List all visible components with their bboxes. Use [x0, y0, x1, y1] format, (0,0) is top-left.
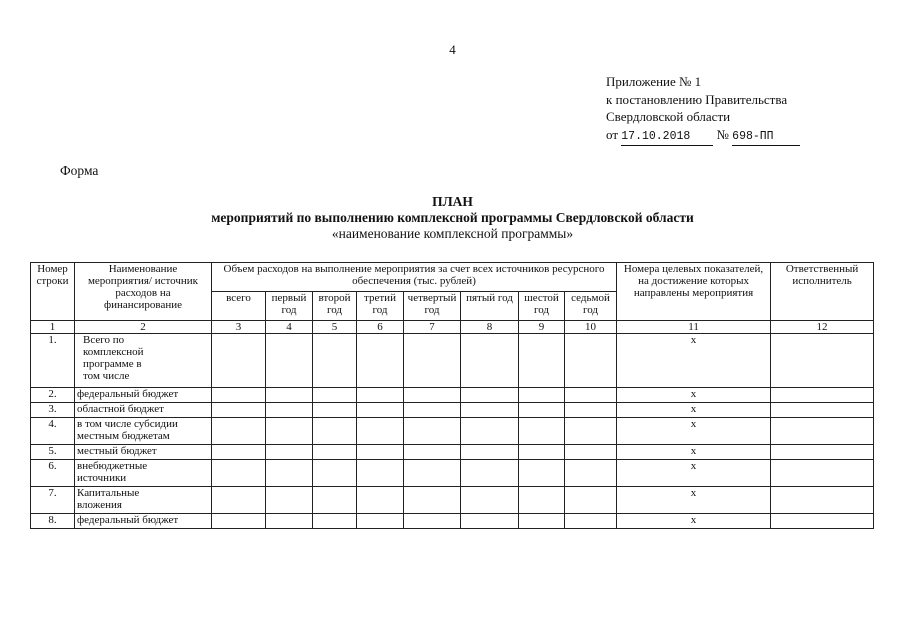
row-number: 7. — [31, 487, 75, 514]
cell-year-6 — [519, 514, 565, 529]
cell-year-1 — [266, 487, 313, 514]
row-number: 2. — [31, 388, 75, 403]
row-target-mark: x — [617, 514, 771, 529]
cell-total — [212, 334, 266, 388]
cell-year-1 — [266, 418, 313, 445]
row-name: федеральный бюджет — [75, 514, 212, 529]
row-number: 8. — [31, 514, 75, 529]
header-year-2: второй год — [313, 292, 357, 321]
page-number: 4 — [449, 42, 456, 57]
cell-year-5 — [461, 418, 519, 445]
cell-total — [212, 514, 266, 529]
row-name: в том числе субсидии местным бюджетам — [75, 418, 212, 445]
header-targets: Номера целевых показателей, на достижение которых направлены мероприятия — [617, 263, 771, 321]
cell-executor — [771, 403, 874, 418]
cell-year-3 — [357, 388, 404, 403]
forma-label: Форма — [60, 163, 99, 178]
title-subtitle: мероприятий по выполнению комплексной программы Свердловской области — [211, 210, 694, 225]
cell-year-7 — [565, 403, 617, 418]
cell-executor — [771, 388, 874, 403]
cell-year-5 — [461, 388, 519, 403]
cell-year-1 — [266, 388, 313, 403]
document-title — [0, 194, 905, 242]
cell-executor — [771, 514, 874, 529]
row-number: 1. — [31, 334, 75, 388]
cell-year-7 — [565, 334, 617, 388]
cell-executor — [771, 334, 874, 388]
column-number: 6 — [357, 321, 404, 334]
appendix-number: 698-ПП — [732, 128, 800, 147]
cell-year-7 — [565, 514, 617, 529]
header-executor: Ответственный исполнитель — [771, 263, 874, 321]
header-year-5: пятый год — [461, 292, 519, 321]
cell-year-6 — [519, 460, 565, 487]
table-row — [31, 334, 874, 388]
column-number: 2 — [75, 321, 212, 334]
column-number: 5 — [313, 321, 357, 334]
cell-total — [212, 403, 266, 418]
cell-year-2 — [313, 514, 357, 529]
cell-year-2 — [313, 487, 357, 514]
cell-year-4 — [404, 460, 461, 487]
cell-year-4 — [404, 487, 461, 514]
cell-year-3 — [357, 514, 404, 529]
table-row — [31, 487, 874, 514]
cell-year-4 — [404, 514, 461, 529]
row-name: внебюджетные источники — [75, 460, 212, 487]
row-target-mark: x — [617, 460, 771, 487]
cell-year-6 — [519, 445, 565, 460]
table-row — [31, 445, 874, 460]
cell-executor — [771, 445, 874, 460]
cell-year-1 — [266, 403, 313, 418]
header-total: всего — [212, 292, 266, 321]
cell-year-2 — [313, 418, 357, 445]
cell-total — [212, 388, 266, 403]
row-name: федеральный бюджет — [75, 388, 212, 403]
column-number: 3 — [212, 321, 266, 334]
column-number: 10 — [565, 321, 617, 334]
title-main: ПЛАН — [432, 194, 473, 209]
column-number: 8 — [461, 321, 519, 334]
cell-year-3 — [357, 460, 404, 487]
cell-year-1 — [266, 334, 313, 388]
cell-total — [212, 487, 266, 514]
cell-year-4 — [404, 403, 461, 418]
row-target-mark: x — [617, 403, 771, 418]
appendix-number-sign: № — [716, 126, 729, 142]
appendix-line-4 — [606, 126, 800, 147]
column-number-row — [31, 321, 874, 334]
cell-year-4 — [404, 334, 461, 388]
cell-total — [212, 460, 266, 487]
cell-year-2 — [313, 388, 357, 403]
cell-year-2 — [313, 334, 357, 388]
row-number: 5. — [31, 445, 75, 460]
row-target-mark: x — [617, 334, 771, 388]
cell-year-7 — [565, 445, 617, 460]
table-row — [31, 460, 874, 487]
appendix-line-3: Свердловской области — [606, 109, 731, 124]
header-year-1: первый год — [266, 292, 313, 321]
row-number: 4. — [31, 418, 75, 445]
row-target-mark: x — [617, 418, 771, 445]
cell-total — [212, 445, 266, 460]
table-row — [31, 418, 874, 445]
cell-year-5 — [461, 514, 519, 529]
appendix-line-2: к постановлению Правительства — [606, 91, 788, 107]
header-row-1 — [31, 263, 874, 292]
cell-year-7 — [565, 388, 617, 403]
appendix-line-1: Приложение № 1 — [606, 74, 702, 89]
row-target-mark: x — [617, 388, 771, 403]
column-number: 4 — [266, 321, 313, 334]
cell-year-2 — [313, 460, 357, 487]
header-name: Наименование мероприятия/ источник расходов на финансирование — [75, 263, 212, 321]
row-number: 3. — [31, 403, 75, 418]
row-name: областной бюджет — [75, 403, 212, 418]
cell-year-6 — [519, 487, 565, 514]
cell-executor — [771, 460, 874, 487]
row-target-mark: x — [617, 487, 771, 514]
cell-year-7 — [565, 487, 617, 514]
cell-year-5 — [461, 487, 519, 514]
row-number: 6. — [31, 460, 75, 487]
table-row — [31, 388, 874, 403]
cell-year-6 — [519, 418, 565, 445]
cell-year-5 — [461, 445, 519, 460]
cell-executor — [771, 487, 874, 514]
cell-year-6 — [519, 403, 565, 418]
cell-year-2 — [313, 445, 357, 460]
header-year-7: седьмой год — [565, 292, 617, 321]
column-number: 1 — [31, 321, 75, 334]
cell-year-5 — [461, 403, 519, 418]
cell-year-5 — [461, 334, 519, 388]
row-name: Капитальные вложения — [75, 487, 212, 514]
table-row — [31, 403, 874, 418]
cell-year-6 — [519, 334, 565, 388]
header-row-number: Номер строки — [31, 263, 75, 321]
cell-year-3 — [357, 334, 404, 388]
table-row — [31, 514, 874, 529]
cell-year-7 — [565, 418, 617, 445]
cell-year-3 — [357, 418, 404, 445]
cell-year-4 — [404, 388, 461, 403]
cell-year-3 — [357, 487, 404, 514]
appendix-date-prefix: от — [606, 126, 619, 142]
row-target-mark: x — [617, 445, 771, 460]
cell-year-4 — [404, 418, 461, 445]
title-program-name: «наименование комплексной программы» — [331, 226, 574, 241]
cell-year-6 — [519, 388, 565, 403]
cell-year-1 — [266, 460, 313, 487]
cell-year-3 — [357, 403, 404, 418]
cell-total — [212, 418, 266, 445]
header-volume: Объем расходов на выполнение мероприятия за счет всех источников ресурсного обеспечения (тыс. рублей) — [212, 263, 617, 292]
row-name: Всего по комплексной программе в том числе — [75, 334, 212, 388]
cell-year-1 — [266, 445, 313, 460]
plan-table — [30, 262, 874, 529]
cell-year-5 — [461, 460, 519, 487]
header-year-6: шестой год — [519, 292, 565, 321]
cell-year-1 — [266, 514, 313, 529]
column-number: 9 — [519, 321, 565, 334]
cell-year-7 — [565, 460, 617, 487]
cell-executor — [771, 418, 874, 445]
column-number: 12 — [771, 321, 874, 334]
appendix-block — [606, 73, 800, 146]
cell-year-3 — [357, 445, 404, 460]
column-number: 7 — [404, 321, 461, 334]
column-number: 11 — [617, 321, 771, 334]
cell-year-2 — [313, 403, 357, 418]
header-year-3: третий год — [357, 292, 404, 321]
header-year-4: четвертый год — [404, 292, 461, 321]
appendix-date: 17.10.2018 — [621, 128, 713, 147]
cell-year-4 — [404, 445, 461, 460]
row-name: местный бюджет — [75, 445, 212, 460]
